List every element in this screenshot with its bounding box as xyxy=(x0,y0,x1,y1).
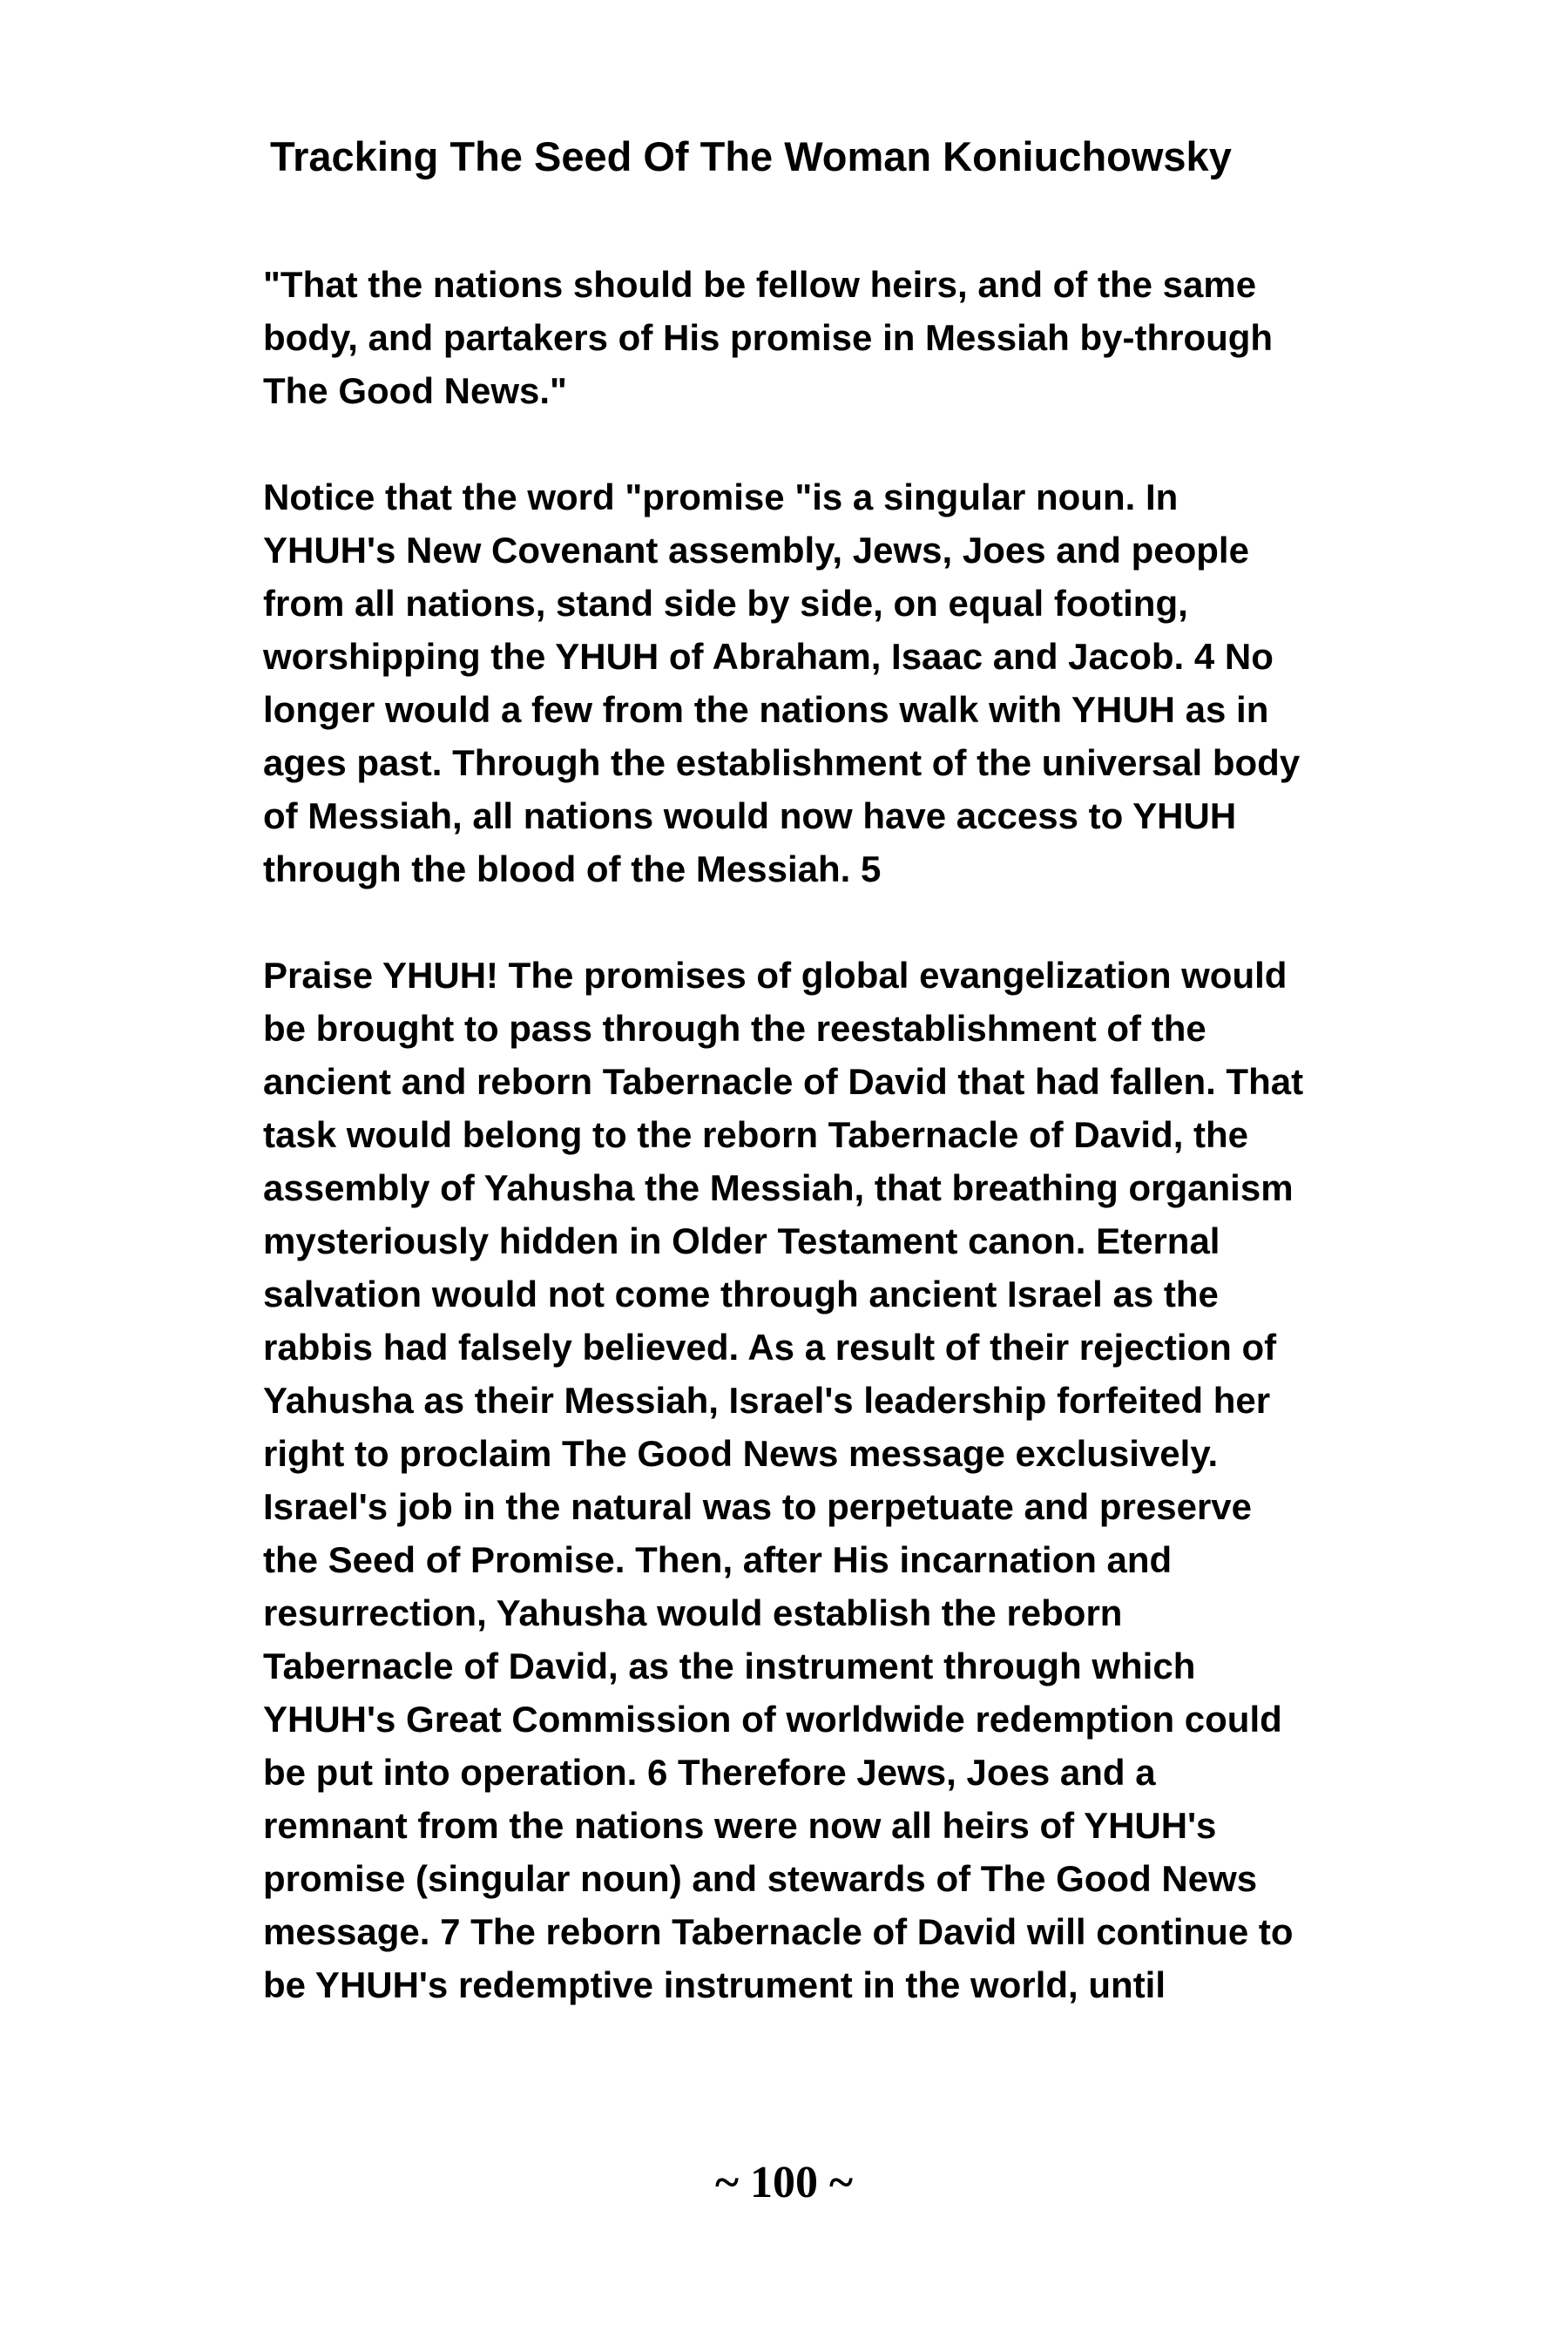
running-header: Tracking The Seed Of The Woman Koniuchowsky xyxy=(270,133,1232,179)
paragraph-quote: "That the nations should be fellow heirs, and of the same body, and partakers of His promise in Messiah by-through The Good News." xyxy=(263,264,1274,411)
body-text xyxy=(263,258,1308,2065)
paragraph-promise-singular: Notice that the word "promise "is a singular noun. In YHUH's New Covenant assembly, Jews, Joes and people from all nations, stand side by side, on equal footing, worshipping the YHUH of Abraham, Isaac and Jacob. 4 No longer would a few from the nations walk with YHUH as in ages past. Through the establishment of the universal body of Messiah, all nations would now have access to YHUH through the blood of the Messiah. 5 xyxy=(263,476,1301,889)
page-number: ~ 100 ~ xyxy=(714,2158,854,2207)
paragraph-praise-yhuh: Praise YHUH! The promises of global evangelization would be brought to pass through the reestablishment of the ancient and reborn Tabernacle of David that had fallen. That task would belong to the reborn Tabernacle of David, the assembly of Yahusha the Messiah, that breathing organism mysteriously hidden in Older Testament canon. Eternal salvation would not come through ancient Israel as the rabbis had falsely believed. As a result of their rejection of Yahusha as their Messiah, Israel's leadership forfeited her right to proclaim The Good News message exclusively. Israel's job in the natural was to perpetuate and preserve the Seed of Promise. Then, after His incarnation and resurrection, Yahusha would establish the reborn Tabernacle of David, as the instrument through which YHUH's Great Commission of worldwide redemption could be put into operation. 6 Therefore Jews, Joes and a remnant from the nations were now all heirs of YHUH's promise (singular noun) and stewards of The Good News message. 7 The reborn Tabernacle of David will continue to be YHUH's redemptive instrument in the world, until xyxy=(263,955,1304,2005)
